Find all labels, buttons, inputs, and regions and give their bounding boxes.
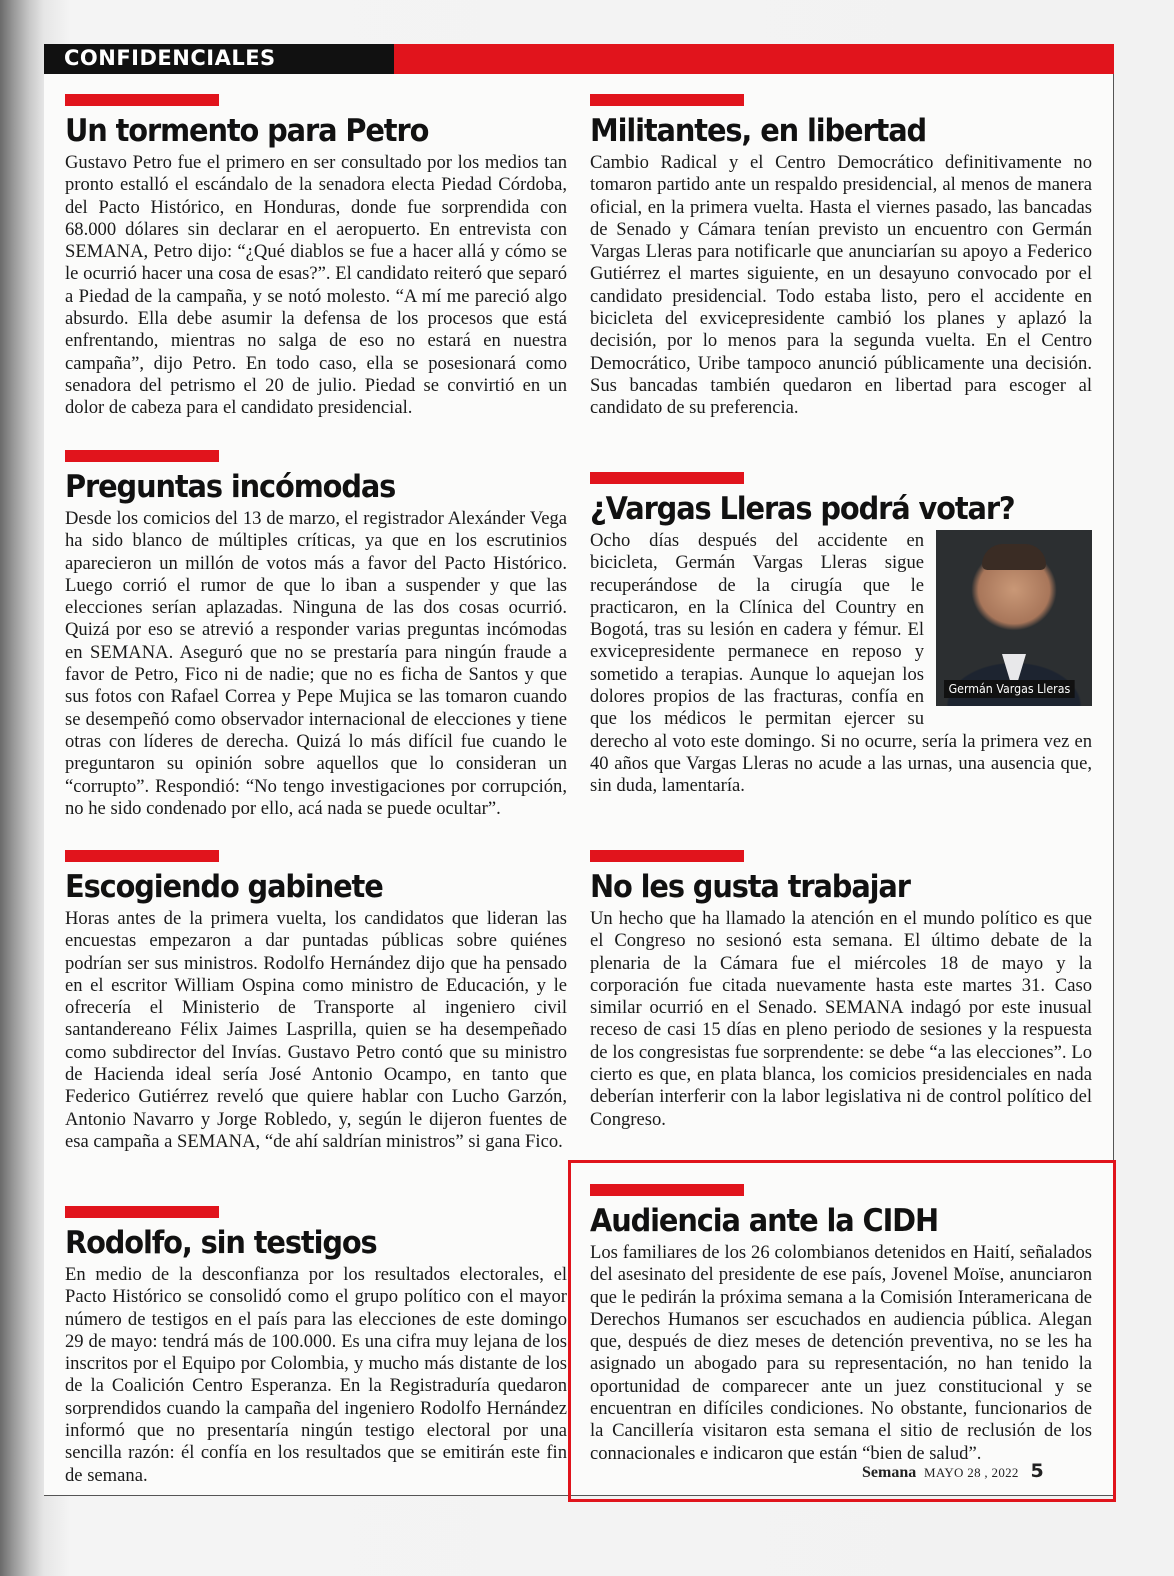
headline-accent-bar (590, 94, 744, 106)
magazine-name: Semana (862, 1464, 917, 1481)
headline-accent-bar (65, 450, 219, 462)
article-escogiendo-gabinete (65, 850, 567, 1153)
headline-accent-bar (65, 1206, 219, 1218)
magazine-page (44, 44, 1114, 1496)
article-preguntas-incomodas (65, 450, 567, 820)
portrait-photo (936, 530, 1092, 706)
article-headline: Militantes, en libertad (590, 113, 927, 149)
article-headline: No les gusta trabajar (590, 869, 910, 905)
article-headline: Escogiendo gabinete (65, 869, 383, 905)
headline-accent-bar (590, 850, 744, 862)
section-banner (44, 44, 1114, 74)
article-body: Los familiares de los 26 colombianos detenidos en Haití, señalados del asesinato del presidente de ese país, Jovenel Moïse, anunciaron que le pedirán la próxima semana a la Comisión Interamericana de Derechos Humanos ser escuchados en audiencia pública. Alegan que, después de diez meses de detención preventiva, no se les ha asignado un abogado para su representación, no han tenido la oportunidad de comparecer ante un juez constitucional y se encuentran en difíciles condiciones. No obstante, funcionarios de la Cancillería visitaron esta semana el sitio de reclusión de los connacionales e indicaron que están “bien de salud”. (590, 1242, 1092, 1464)
article-body: Gustavo Petro fue el primero en ser consultado por los medios tan pronto estalló el escándalo de la senadora electa Piedad Córdoba, del Pacto Histórico, en Honduras, donde fue sorprendida con 68.000 dólares sin declarar en el aeropuerto. En entrevista con SEMANA, Petro dijo: “¿Qué diablos se fue a hacer allá y cómo se le ocurrió hacer una cosa de esas?”. El candidato reiteró que separó a Piedad de la campaña, y se notó molesto. “A mí me pareció algo absurdo. Ella debe asumir la defensa de los procesos que está enfrentando, mientras no salga de eso no estará en nuestra campaña”, dijo Petro. En todo caso, ella se posesionará como senadora del petrismo el 20 de julio. Piedad se convirtió en un dolor de cabeza para el candidato presidencial. (65, 152, 567, 419)
issue-date: MAYO 28 , 2022 (923, 1465, 1019, 1480)
article-militantes-libertad (590, 94, 1092, 420)
article-headline: Rodolfo, sin testigos (65, 1225, 377, 1261)
article-headline: ¿Vargas Lleras podrá votar? (590, 491, 1015, 527)
article-no-les-gusta-trabajar (590, 850, 1092, 1131)
page-number: 5 (1030, 1460, 1044, 1482)
article-body: En medio de la desconfianza por los resultados electorales, el Pacto Histórico se consolidó como el grupo político con el mayor número de testigos en el país para las elecciones de este domingo 29 de mayo: tendrá más de 100.000. Es una cifra muy lejana de los inscritos por el Equipo por Colombia, y mucho más distante de los de la Coalición Centro Esperanza. En la Registraduría quedaron sorprendidos cuando la campaña del ingeniero Rodolfo Hernández informó que no presentaría ningún testigo electoral por una sencilla razón: él confía en los resultados que se emitirán este fin de semana. (65, 1264, 567, 1486)
headline-accent-bar (65, 850, 219, 862)
article-vargas-lleras-votar (590, 472, 1092, 798)
article-body: Cambio Radical y el Centro Democrático definitivamente no tomaron partido ante un respaldo presidencial, al menos de manera oficial, en la primera vuelta. Hasta el viernes pasado, las bancadas de Senado y Cámara tenían previsto un encuentro con Germán Vargas Lleras para notificarle que anunciarían su apoyo a Federico Gutiérrez el martes siguiente, en un desayuno convocado por el candidato presidencial. Todo estaba listo, pero el accidente en bicicleta del exvicepresidente cambió los planes y aplazó la decisión, por lo menos para la segunda vuelta. En el Centro Democrático, Uribe tampoco anunció públicamente una decisión. Sus bancadas también quedaron en libertad para escoger al candidato de su preferencia. (590, 152, 1092, 419)
headline-accent-bar (590, 1184, 744, 1196)
photo-hair-shape (982, 544, 1046, 570)
article-tormento-petro (65, 94, 567, 420)
headline-accent-bar (590, 472, 744, 484)
headline-accent-bar (65, 94, 219, 106)
article-body: Ocho días después del accidente en bicicleta, Germán Vargas Lleras sigue recuperándose de la cirugía que le practicaron, en la Clínica del Country en Bogotá, tras su lesión en cadera y fémur. El exvicepresidente permanece en reposo y sometido a terapias. Aunque lo aquejan los dolores propios de las fracturas, confía en que los médicos le permitan ejercer su derecho al voto este domingo. Si no ocurre, sería la primera vez en 40 años que Vargas Lleras no acude a las urnas, una ausencia que, sin duda, lamentaría. (590, 530, 1092, 797)
page-footer (862, 1460, 1044, 1482)
photo-caption: Germán Vargas Lleras (944, 680, 1075, 698)
article-body: Desde los comicios del 13 de marzo, el registrador Alexánder Vega ha sido blanco de múltiples críticas, ya que en los escrutinios aparecieron un millón de votos más a favor del Pacto Histórico. Luego corrió el rumor de que lo iban a suspender y que las elecciones serían aplazadas. Ninguna de las dos cosas ocurrió. Quizá por eso se atrevió a responder varias preguntas incómodas en SEMANA. Aseguró que no se prestaría para ningún fraude a favor de Petro, Fico ni de nadie; que no es ficha de Santos y que sus fotos con Rafael Correa y Pepe Mujica se las tomaron cuando se desempeñó como observador internacional de elecciones y tiene otras con líderes de derecha. Quizá lo más difícil fue cuando le preguntaron su opinión sobre aquellos que lo consideran un “corrupto”. Respondió: “No tengo investigaciones por corrupción, no he sido condenado por ello, acá nada se puede ocultar”. (65, 508, 567, 819)
article-headline: Audiencia ante la CIDH (590, 1203, 939, 1239)
article-headline: Preguntas incómodas (65, 469, 396, 505)
article-headline: Un tormento para Petro (65, 113, 429, 149)
article-body: Un hecho que ha llamado la atención en el mundo político es que el Congreso no sesionó esta semana. El último debate de la plenaria de la Cámara fue el miércoles 18 de mayo y la corporación fue citada nuevamente hasta este martes 31. Caso similar ocurrió en el Senado. SEMANA indagó por este inusual receso de casi 15 días en pleno periodo de sesiones y la respuesta de los congresistas fue sorprendente: se debe “a las elecciones”. Lo cierto es que, en plata blanca, los comicios presidenciales en nada deberían interferir con la labor legislativa ni de control político del Congreso. (590, 908, 1092, 1130)
article-body: Horas antes de la primera vuelta, los candidatos que lideran las encuestas empezaron a dar puntadas públicas sobre quiénes podrían ser sus ministros. Rodolfo Hernández dijo que ha pensado en el escritor William Ospina como ministro de Educación, y le ofrecería el Ministerio de Transporte al ingeniero civil santandereano Félix Jaimes Lasprilla, quien se ha desempeñado como subdirector del Invías. Gustavo Petro contó que su ministro de Hacienda ideal sería José Antonio Ocampo, en tanto que Federico Gutiérrez reveló que quiere hablar con Lucho Garzón, Antonio Navarro y Jorge Robledo, y, según le dijeron fuentes de esa campaña a SEMANA, “de ahí saldrían ministros” si gana Fico. (65, 908, 567, 1152)
banner-red-stripe (394, 44, 1114, 74)
article-audiencia-cidh (590, 1184, 1092, 1465)
article-rodolfo-sin-testigos (65, 1206, 567, 1487)
section-title: CONFIDENCIALES (64, 46, 276, 70)
